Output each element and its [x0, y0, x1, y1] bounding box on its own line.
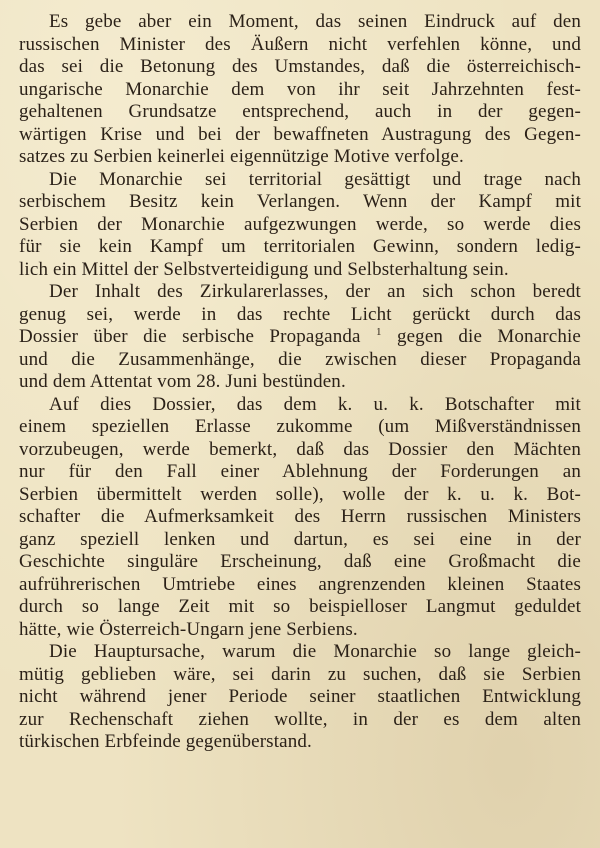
text-line: zur Rechenschaft ziehen wollte, in der es dem alten	[19, 708, 581, 730]
text-line-with-footnote	[19, 326, 581, 349]
text-line: das sei die Betonung des Umstandes, daß die österreichisch-	[19, 56, 581, 77]
text-line: gehaltenen Grundsatze entsprechend, auch in der gegen-	[19, 101, 581, 122]
paragraph-1	[19, 11, 581, 169]
text-line: nur für den Fall einer Ablehnung der Forderungen an	[19, 461, 581, 482]
text-line: Die Monarchie sei territorial gesättigt und trage nach	[49, 168, 581, 190]
text-line: Geschichte singuläre Erscheinung, daß eine Großmacht die	[19, 551, 581, 572]
text-line: türkischen Erbfeinde gegenüberstand.	[19, 731, 312, 752]
text-line: Auf dies Dossier, das dem k. u. k. Botschafter mit	[49, 393, 581, 415]
text-line: satzes zu Serbien keinerlei eigennützige Motive verfolge.	[19, 146, 464, 167]
paragraph-4	[19, 394, 581, 642]
text-line: Die Hauptursache, warum die Monarchie so lange gleich-	[49, 641, 581, 662]
paragraph-5	[19, 641, 581, 754]
text-line: aufrührerischen Umtriebe eines angrenzenden kleinen Staates	[19, 573, 581, 595]
paragraph-2	[19, 169, 581, 282]
text-segment: gegen die Monarchie	[396, 326, 581, 347]
text-line: schafter die Aufmerksamkeit des Herrn russischen Ministers	[19, 506, 581, 527]
text-line: für sie kein Kampf um territorialen Gewinn, sondern ledig-	[19, 236, 581, 257]
text-line: genug sei, werde in das rechte Licht gerückt durch das	[19, 303, 581, 325]
text-line: und die Zusammenhänge, die zwischen dieser Propaganda	[19, 348, 581, 370]
text-line: vorzubeugen, werde bemerkt, daß das Dossier den Mächten	[19, 438, 581, 460]
text-line: lich ein Mittel der Selbstverteidigung und Selbsterhaltung sein.	[19, 258, 509, 280]
text-line: ganz speziell lenken und dartun, es sei eine in der	[19, 528, 581, 550]
text-segment: Dossier über die serbische Propaganda	[19, 326, 361, 347]
text-line: ungarische Monarchie dem von ihr seit Jahrzehnten fest-	[19, 78, 581, 100]
body-text	[19, 11, 581, 754]
text-line: russischen Minister des Äußern nicht verfehlen könne, und	[19, 33, 581, 55]
text-line: serbischem Besitz kein Verlangen. Wenn der Kampf mit	[19, 191, 581, 212]
text-line: Serbien der Monarchie aufgezwungen werde, so werde dies	[19, 213, 581, 235]
text-line: Der Inhalt des Zirkularerlasses, der an sich schon beredt	[49, 281, 581, 302]
text-line: hätte, wie Österreich-Ungarn jene Serbiens.	[19, 618, 358, 640]
text-line: mütig geblieben wäre, sei darin zu suchen, daß sie Serbien	[19, 663, 581, 685]
text-line: Es gebe aber ein Moment, das seinen Eindruck auf den	[49, 11, 581, 32]
text-line: durch so lange Zeit mit so beispielloser Langmut geduldet	[19, 596, 581, 617]
text-line: und dem Attentat vom 28. Juni bestünden.	[19, 371, 346, 392]
text-line: Serbien übermittelt werden solle), wolle der k. u. k. Bot-	[19, 483, 581, 505]
text-line: wärtigen Krise und bei der bewaffneten Austragung des Gegen-	[19, 123, 581, 145]
text-line: nicht während jener Periode seiner staatlichen Entwicklung	[19, 686, 581, 707]
text-line: einem speziellen Erlasse zukomme (um Mißverständnissen	[19, 416, 581, 437]
footnote-marker: 1	[375, 326, 382, 338]
paragraph-3	[19, 281, 581, 394]
